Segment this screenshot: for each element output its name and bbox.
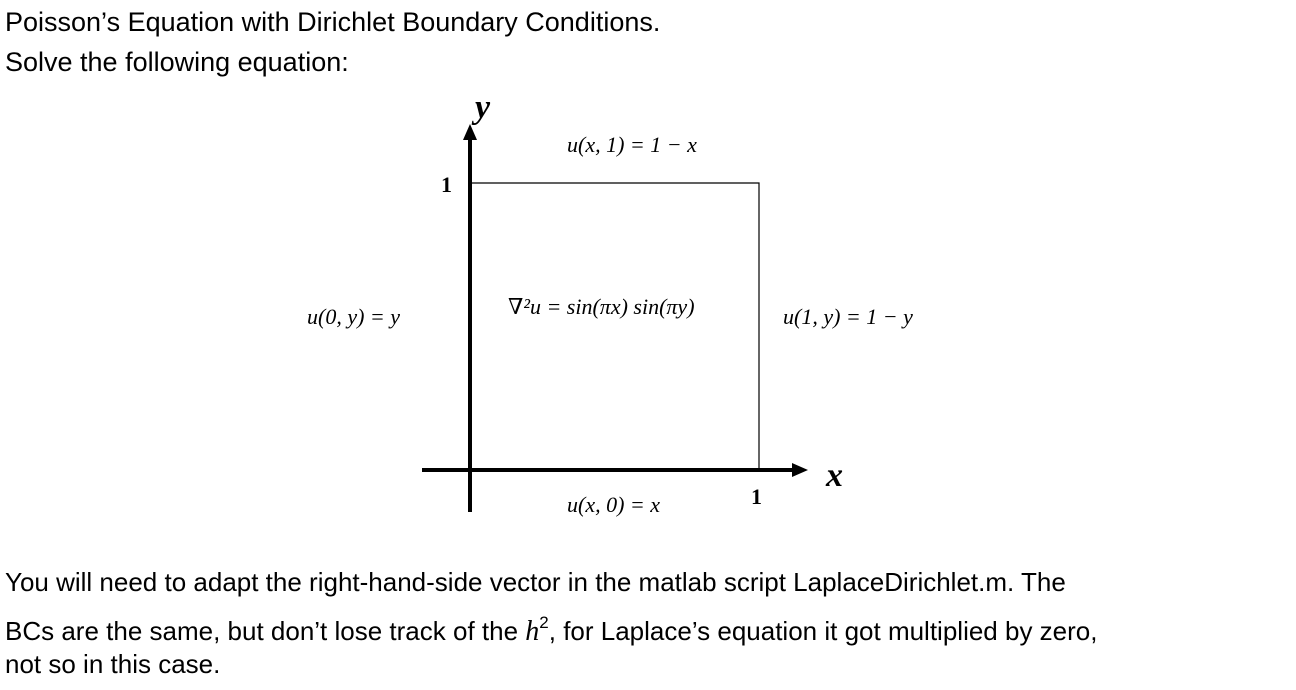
- body-paragraph-line-3: not so in this case.: [5, 649, 221, 679]
- y-axis-label: y: [475, 89, 491, 126]
- pde-label: ∇²u = sin(πx) sin(πy): [508, 294, 695, 319]
- body-paragraph-line-1: You will need to adapt the right-hand-side vector in the matlab script LaplaceDirichlet.m. The: [5, 567, 1066, 597]
- body-line-2-end: , for Laplace’s equation it got multiplied by zero,: [548, 616, 1098, 646]
- h-variable: h: [525, 616, 540, 647]
- x-axis: [422, 463, 808, 477]
- bc-left-label: u(0, y) = y: [307, 304, 401, 329]
- bc-bottom-label: u(x, 0) = x: [567, 492, 661, 517]
- body-line-2-start: BCs are the same, but don’t lose track of the: [5, 616, 526, 646]
- bc-right-label: u(1, y) = 1 − y: [783, 304, 913, 329]
- y-tick-label: 1: [441, 172, 452, 197]
- page-title: Poisson’s Equation with Dirichlet Boundary Conditions.: [5, 7, 661, 37]
- h-exponent: 2: [539, 613, 549, 632]
- domain-boundary: [472, 183, 759, 470]
- body-paragraph-line-2: [5, 607, 1097, 648]
- y-axis: [463, 124, 477, 512]
- bc-top-label: u(x, 1) = 1 − x: [567, 132, 697, 157]
- x-axis-label: x: [826, 457, 843, 494]
- page-subtitle: Solve the following equation:: [5, 47, 349, 77]
- x-tick-label: 1: [751, 484, 762, 509]
- y-axis-arrow-icon: [463, 124, 477, 140]
- x-axis-arrow-icon: [792, 463, 808, 477]
